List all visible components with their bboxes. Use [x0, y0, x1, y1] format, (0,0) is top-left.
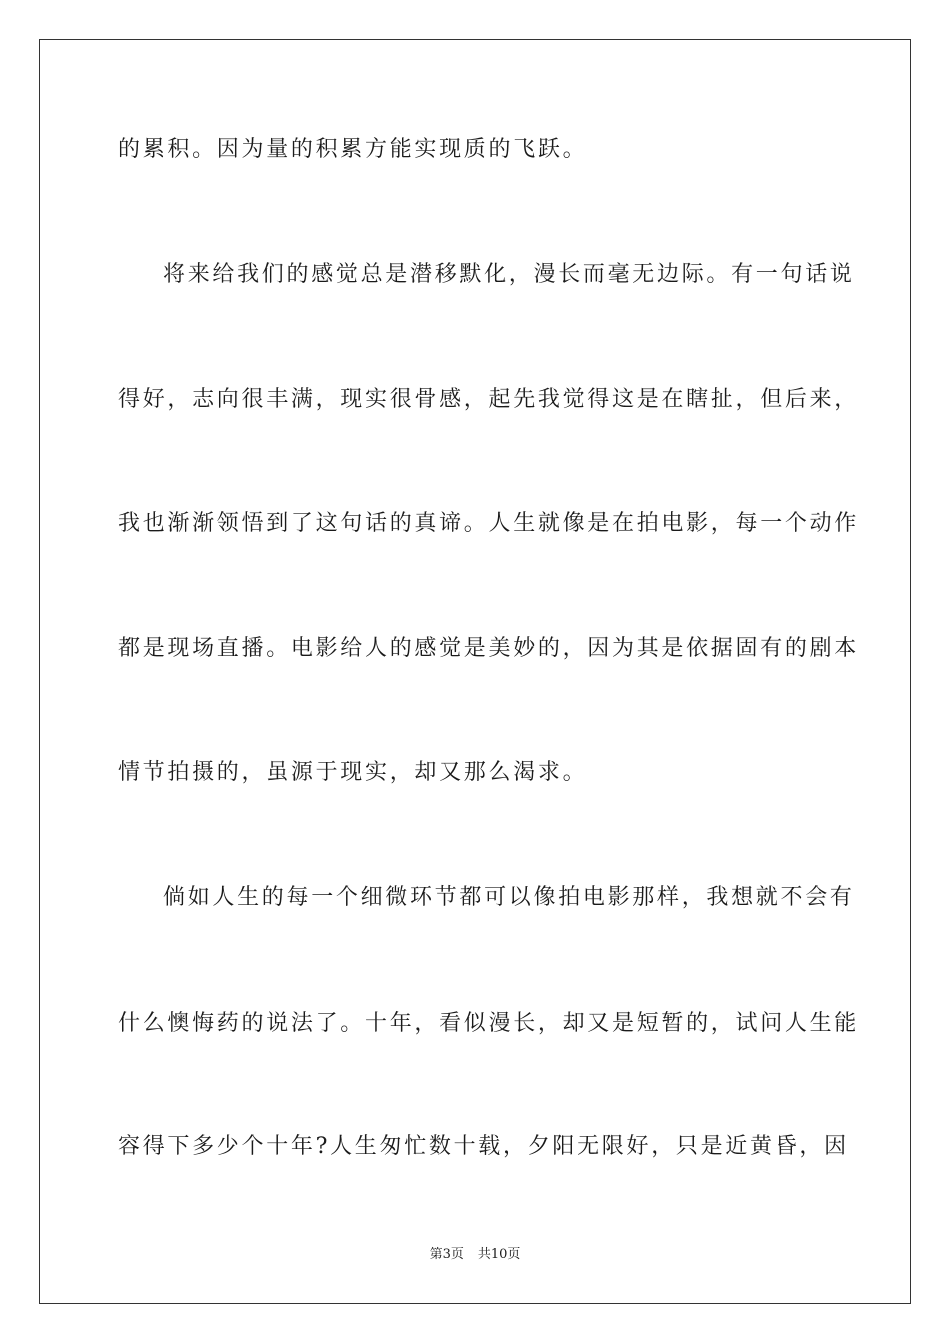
paragraph-line: 情节拍摄的，虽源于现实，却又那么渴求。	[118, 760, 588, 785]
paragraph-line: 都是现场直播。电影给人的感觉是美妙的，因为其是依据固有的剧本	[118, 636, 860, 661]
page-border	[39, 39, 911, 1304]
paragraph-line: 得好，志向很丰满，现实很骨感，起先我觉得这是在瞎扯，但后来，	[118, 387, 860, 412]
paragraph-line: 我也渐渐领悟到了这句话的真谛。人生就像是在拍电影，每一个动作	[118, 511, 860, 536]
page-number: 第3页	[429, 1247, 464, 1262]
paragraph-line: 什么懊悔药的说法了。十年，看似漫长，却又是短暂的，试问人生能	[118, 1011, 860, 1036]
page-total: 共10页	[477, 1247, 521, 1262]
paragraph-line: 的累积。因为量的积累方能实现质的飞跃。	[118, 137, 588, 162]
page-footer	[0, 1247, 950, 1263]
paragraph-line: 倘如人生的每一个细微环节都可以像拍电影那样，我想就不会有	[163, 885, 855, 910]
paragraph-line: 容得下多少个十年?人生匆忙数十载，夕阳无限好，只是近黄昏，因	[118, 1134, 849, 1159]
paragraph-line: 将来给我们的感觉总是潜移默化，漫长而毫无边际。有一句话说	[163, 262, 855, 287]
